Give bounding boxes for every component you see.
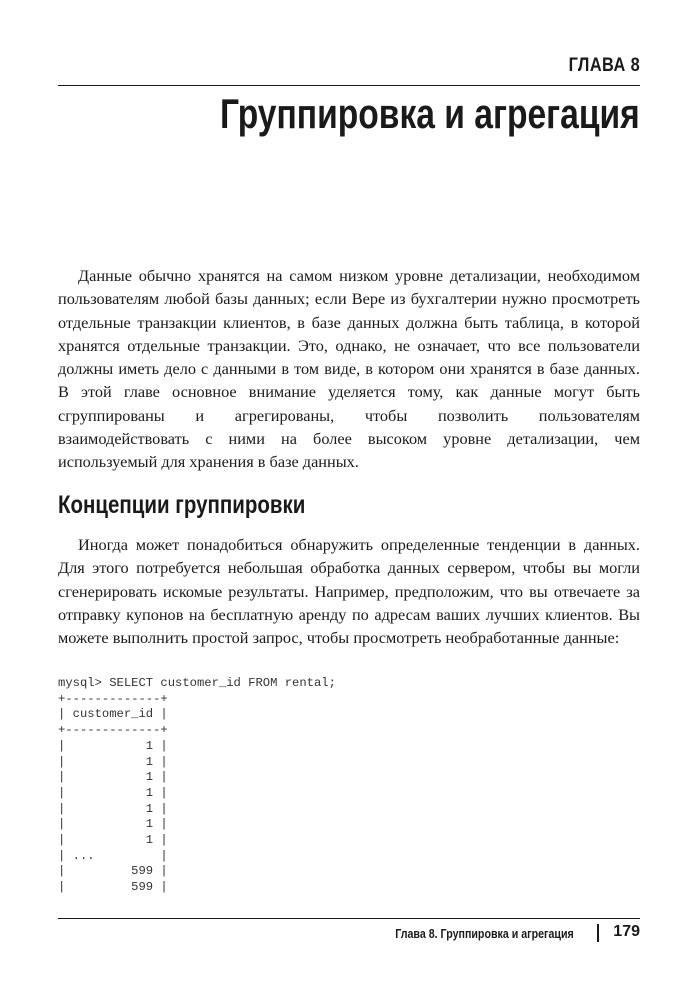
chapter-divider	[58, 85, 640, 86]
section-paragraph: Иногда может понадобиться обнаружить определенные тенденции в данных. Для этого потребуется небольшая обработка данных сервером, чтобы вы могли сгенерировать искомые результаты. Например, предположим, что вы отвечаете за отправку купонов на бесплатную аренду по адресам ваших лучших клиентов. Вы можете выполнить простой запрос, чтобы просмотреть необработанные данные:	[58, 535, 640, 648]
footer-separator	[597, 924, 599, 942]
page-number: 179	[613, 923, 640, 940]
running-footer-title: Глава 8. Группировка и агрегация	[395, 926, 574, 941]
chapter-label: ГЛАВА 8	[568, 55, 640, 76]
code-listing: mysql> SELECT customer_id FROM rental; +-------------+ | customer_id | +-------------+ | 1 | | 1 | | 1 | | 1 | | 1 | | 1 | | 1 | | ... | | 599 | | 599 |	[58, 676, 336, 895]
chapter-title: Группировка и агрегация	[220, 90, 640, 137]
intro-paragraph: Данные обычно хранятся на самом низком уровне детализации, необходимом пользователям любой базы данных; если Вере из бухгалтерии нужно просмотреть отдельные транзакции клиентов, в базе данных должна быть таблица, в которой хранятся отдельные транзакции. Это, однако, не означает, что все пользователи должны иметь дело с данными в том виде, в котором они хранятся в базе данных. В этой главе основное внимание уделяется тому, как данные могут быть сгруппированы и агрегированы, чтобы позволить пользователям взаимодействовать с ними на более высоком уровне детализации, чем используемый для хранения в базе данных.	[58, 266, 640, 472]
section-heading: Концепции группировки	[58, 491, 306, 519]
footer-divider	[58, 918, 640, 919]
